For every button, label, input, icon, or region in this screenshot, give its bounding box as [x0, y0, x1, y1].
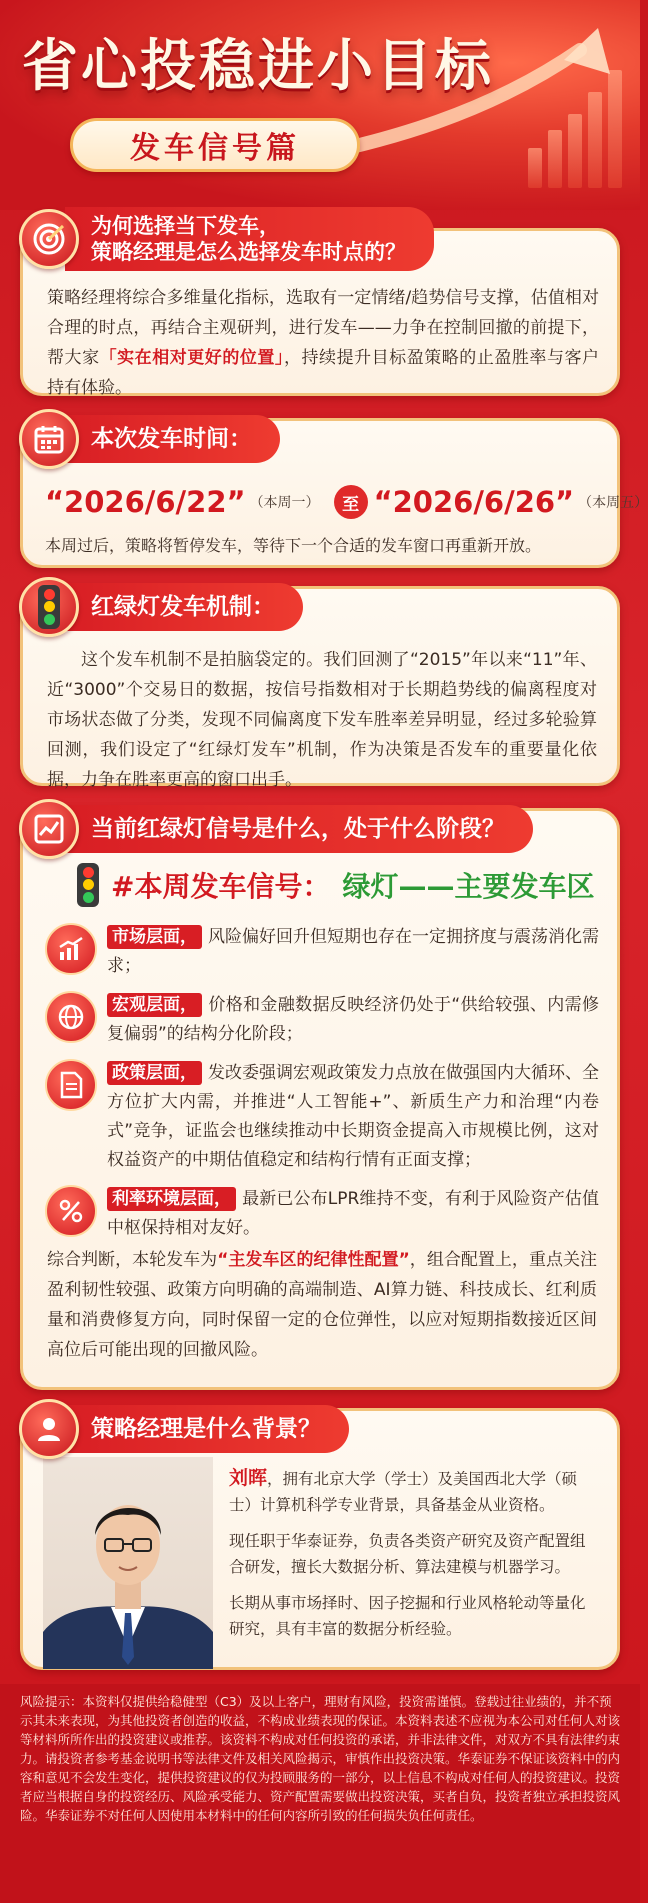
summary-after: ，组合配置上，重点关注盈利韧性较强、政策方向明确的高端制造、AI算力链、科技成长、红利质量和消费修复方向，同时保留一定的仓位弹性，以应对短期指数接近区间高位后可能出现的回撤风险。 [47, 1250, 598, 1360]
risk-disclaimer: 风险提示：本资料仅提供给稳健型（C3）及以上客户，理财有风险，投资需谨慎。登载过往业绩的，并不预示其未来表现，为其他投资者创造的收益，不构成业绩表现的保证。本资料表述不应视为本公司对任何人对该等材料所所作出的投资建议或推荐。该资料不构成对任何投资的承诺，并非法律文件，对双方不具有法律约束力。请投资者参考基金说明书等法律文件及相关风险揭示，审慎作出投资决策。华泰证券不保证该资料中的内容和意见不会发生变化，提供投资建议的仅为投顾服务的一部分，以上信息不构成对任何人的投资建议。投资者应当根据自身的投资经历、风险承受能力、资产配置需要做出投资决策，买者自负，投资者独立承担投资风险。华泰证券不对任何人因使用本材料中的任何内容所引致的任何损失负任何责任。 [0, 1684, 640, 1903]
traffic-light-icon [77, 863, 99, 907]
item-text: 最新已公布LPR维持不变，有利于风险资产估值中枢保持相对友好。 [107, 1189, 599, 1238]
summary-text [47, 1245, 597, 1365]
percent-icon [45, 1185, 97, 1237]
section-title-line2: 策略经理是怎么选择发车时点的？ [91, 240, 406, 264]
section-heading [19, 1403, 349, 1455]
weekly-signal [77, 863, 594, 907]
item-text: 风险偏好回升但短期也存在一定拥挤度与震荡消化需求； [107, 927, 599, 976]
section-heading [19, 803, 533, 855]
target-icon [19, 209, 79, 269]
bio-education: ，拥有北京大学（学士）及美国西北大学（硕士）计算机科学专业背景，具备基金从业资格。 [229, 1470, 578, 1514]
signal-value: 绿灯——主要发车区 [342, 870, 595, 903]
manager-name: 刘晖 [229, 1467, 268, 1489]
start-date: “2026/6/22” [45, 485, 246, 519]
trend-up-icon [45, 923, 97, 975]
item-tag: 市场层面， [107, 925, 202, 949]
summary-before: 综合判断，本轮发车为 [47, 1250, 218, 1270]
section-why-now [20, 213, 620, 398]
end-date: “2026/6/26” [373, 485, 575, 519]
section-title [65, 207, 434, 271]
section-title: 策略经理是什么背景？ [65, 1405, 349, 1453]
globe-icon [45, 991, 97, 1043]
section-launch-time [20, 418, 648, 568]
list-item-macro [45, 991, 599, 1049]
date-range [45, 485, 648, 519]
section-body: 这个发车机制不是拍脑袋定的。我们回测了“2015”年以来“11”年、近“3000”个交易日的数据，按信号指数相对于长期趋势线的偏离程度对市场状态做了分类，发现不同偏离度下发车胜率差异明显，经过多轮验算回测，我们设定了“红绿灯发车”机制，作为决策是否发车的重要量化依据，力争在胜率更高的窗口出手。 [47, 650, 597, 790]
start-date-note: （本周一） [249, 495, 320, 511]
body-text: 策略经理将综合多维量化指标，选取有一定情绪/趋势信号支撑，估值相对合理的时点，再结合主观研判，进行发车——力争在控制回撤的前提下，帮大家 [47, 288, 599, 368]
section-manager-background [20, 1408, 620, 1670]
hero-banner [0, 0, 640, 210]
highlight-text: 「实在相对更好的位置」 [99, 348, 284, 368]
subtitle-text: 发车信号篇 [130, 131, 300, 166]
item-tag: 宏观层面， [107, 993, 202, 1017]
item-tag: 利率环境层面， [107, 1187, 236, 1211]
traffic-light-icon [19, 577, 79, 637]
bio-experience: 长期从事市场择时、因子挖掘和行业风格轮动等量化研究，具有丰富的数据分析经验。 [229, 1594, 586, 1638]
list-item-market [45, 923, 599, 981]
manager-photo [43, 1457, 213, 1669]
subtitle-ribbon [70, 118, 360, 172]
bio-position: 现任职于华泰证券，负责各类资产研究及资产配置组合研发，擅长大数据分析、算法建模与机器学习。 [229, 1532, 586, 1576]
section-title: 当前红绿灯信号是什么，处于什么阶段？ [65, 805, 533, 853]
item-text: 价格和金融数据反映经济仍处于“供给较强、内需修复偏弱”的结构分化阶段； [107, 995, 599, 1044]
summary-highlight: “主发车区的纪律性配置” [217, 1250, 410, 1270]
list-item-policy [45, 1059, 599, 1175]
calendar-icon [19, 409, 79, 469]
signal-label: #本周发车信号： [111, 870, 331, 903]
item-tag: 政策层面， [107, 1061, 202, 1085]
end-date-note: （本周五） [578, 495, 648, 511]
section-current-signal [20, 808, 620, 1390]
section-title: 红绿灯发车机制： [65, 583, 303, 631]
person-icon [19, 1399, 79, 1459]
section-title-line1: 为何选择当下发车， [91, 213, 280, 238]
body-text-end: ，持续提升目标盈策略的止盈胜率与客户持有体验。 [47, 348, 600, 398]
section-heading [19, 213, 434, 265]
item-text: 发改委强调宏观政策发力点放在做强国内大循环、全方位扩大内需，并推进“人工智能+”、新质生产力和治理“内卷式”竞争，证监会也继续推动中长期资金提高入市规模比例，这对权益资产的中期估值稳定和结构行情有正面支撑； [107, 1063, 599, 1170]
page-title: 省心投稳进小目标 [22, 34, 494, 99]
section-traffic-light-mechanism [20, 586, 620, 790]
list-item-rates [45, 1185, 599, 1243]
section-body: 本周过后，策略将暂停发车，等待下一个合适的发车窗口再重新开放。 [45, 536, 542, 555]
manager-bio [229, 1465, 599, 1652]
section-body [47, 283, 599, 403]
section-heading [19, 413, 280, 465]
section-heading [19, 581, 303, 633]
section-title: 本次发车时间： [65, 415, 280, 463]
to-label: 至 [334, 485, 368, 519]
document-icon [45, 1059, 97, 1111]
chart-icon [19, 799, 79, 859]
